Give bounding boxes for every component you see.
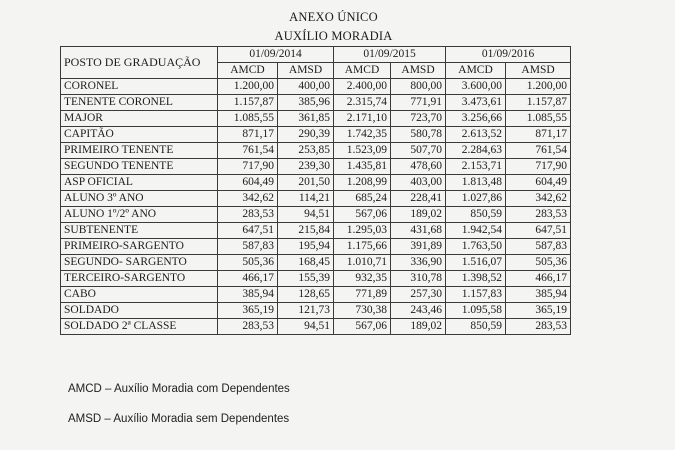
rank-cell: SEGUNDO- SARGENTO <box>61 255 218 271</box>
legend-amcd: AMCD – Auxílio Moradia com Dependentes <box>68 383 290 395</box>
value-cell: 283,53 <box>218 319 278 335</box>
rank-cell: SUBTENENTE <box>61 223 218 239</box>
value-cell: 361,85 <box>278 111 334 127</box>
amsd-header: AMSD <box>391 63 446 79</box>
value-cell: 310,78 <box>391 271 446 287</box>
date-header-2016: 01/09/2016 <box>446 47 571 63</box>
table-row <box>61 287 571 303</box>
value-cell: 1.200,00 <box>218 79 278 95</box>
value-cell: 2.400,00 <box>334 79 391 95</box>
value-cell: 336,90 <box>391 255 446 271</box>
table-row <box>61 127 571 143</box>
value-cell: 507,70 <box>391 143 446 159</box>
rank-cell: ALUNO 1º/2º ANO <box>61 207 218 223</box>
value-cell: 771,91 <box>391 95 446 111</box>
table-row <box>61 159 571 175</box>
amsd-header: AMSD <box>278 63 334 79</box>
value-cell: 1.157,87 <box>218 95 278 111</box>
document-title: ANEXO ÚNICO <box>289 10 378 24</box>
value-cell: 3.473,61 <box>446 95 506 111</box>
value-cell: 128,65 <box>278 287 334 303</box>
table-row <box>61 175 571 191</box>
value-cell: 3.600,00 <box>446 79 506 95</box>
value-cell: 647,51 <box>506 223 571 239</box>
amcd-header: AMCD <box>218 63 278 79</box>
value-cell: 466,17 <box>506 271 571 287</box>
value-cell: 2.315,74 <box>334 95 391 111</box>
value-cell: 365,19 <box>506 303 571 319</box>
value-cell: 189,02 <box>391 319 446 335</box>
value-cell: 1.295,03 <box>334 223 391 239</box>
value-cell: 1.027,86 <box>446 191 506 207</box>
value-cell: 761,54 <box>506 143 571 159</box>
rank-cell: PRIMEIRO TENENTE <box>61 143 218 159</box>
value-cell: 403,00 <box>391 175 446 191</box>
value-cell: 932,35 <box>334 271 391 287</box>
value-cell: 201,50 <box>278 175 334 191</box>
rank-cell: TENENTE CORONEL <box>61 95 218 111</box>
value-cell: 1.208,99 <box>334 175 391 191</box>
value-cell: 871,17 <box>506 127 571 143</box>
rank-column-header: POSTO DE GRADUAÇÃO <box>61 47 218 79</box>
rank-cell: TERCEIRO-SARGENTO <box>61 271 218 287</box>
table-row <box>61 303 571 319</box>
value-cell: 604,49 <box>218 175 278 191</box>
value-cell: 385,94 <box>506 287 571 303</box>
value-cell: 385,94 <box>218 287 278 303</box>
value-cell: 168,45 <box>278 255 334 271</box>
value-cell: 1.813,48 <box>446 175 506 191</box>
allowance-table <box>60 46 571 335</box>
value-cell: 1.085,55 <box>506 111 571 127</box>
value-cell: 215,84 <box>278 223 334 239</box>
value-cell: 1.010,71 <box>334 255 391 271</box>
rank-cell: SEGUNDO TENENTE <box>61 159 218 175</box>
legend-amsd: AMSD – Auxílio Moradia sem Dependentes <box>68 413 290 425</box>
value-cell: 685,24 <box>334 191 391 207</box>
value-cell: 94,51 <box>278 319 334 335</box>
table-row <box>61 239 571 255</box>
rank-cell: ALUNO 3º ANO <box>61 191 218 207</box>
value-cell: 800,00 <box>391 79 446 95</box>
value-cell: 1.516,07 <box>446 255 506 271</box>
rank-cell: SOLDADO <box>61 303 218 319</box>
value-cell: 283,53 <box>506 207 571 223</box>
value-cell: 2.171,10 <box>334 111 391 127</box>
table-row <box>61 271 571 287</box>
date-header-2014: 01/09/2014 <box>218 47 334 63</box>
value-cell: 189,02 <box>391 207 446 223</box>
amcd-header: AMCD <box>334 63 391 79</box>
value-cell: 385,96 <box>278 95 334 111</box>
value-cell: 505,36 <box>506 255 571 271</box>
value-cell: 2.613,52 <box>446 127 506 143</box>
value-cell: 1.942,54 <box>446 223 506 239</box>
value-cell: 3.256,66 <box>446 111 506 127</box>
value-cell: 121,73 <box>278 303 334 319</box>
table-row <box>61 111 571 127</box>
table-row <box>61 79 571 95</box>
value-cell: 717,90 <box>218 159 278 175</box>
value-cell: 114,21 <box>278 191 334 207</box>
value-cell: 1.763,50 <box>446 239 506 255</box>
rank-cell: CORONEL <box>61 79 218 95</box>
value-cell: 771,89 <box>334 287 391 303</box>
value-cell: 239,30 <box>278 159 334 175</box>
value-cell: 761,54 <box>218 143 278 159</box>
value-cell: 1.095,58 <box>446 303 506 319</box>
value-cell: 342,62 <box>506 191 571 207</box>
value-cell: 195,94 <box>278 239 334 255</box>
value-cell: 604,49 <box>506 175 571 191</box>
value-cell: 228,41 <box>391 191 446 207</box>
value-cell: 94,51 <box>278 207 334 223</box>
value-cell: 871,17 <box>218 127 278 143</box>
amcd-header: AMCD <box>446 63 506 79</box>
table-row <box>61 319 571 335</box>
rank-cell: SOLDADO 2ª CLASSE <box>61 319 218 335</box>
value-cell: 400,00 <box>278 79 334 95</box>
value-cell: 155,39 <box>278 271 334 287</box>
value-cell: 1.157,87 <box>506 95 571 111</box>
document-subtitle: AUXÍLIO MORADIA <box>274 29 393 43</box>
rank-cell: CAPITÃO <box>61 127 218 143</box>
value-cell: 567,06 <box>334 319 391 335</box>
value-cell: 2.284,63 <box>446 143 506 159</box>
value-cell: 567,06 <box>334 207 391 223</box>
value-cell: 2.153,71 <box>446 159 506 175</box>
rank-cell: ASP OFICIAL <box>61 175 218 191</box>
date-header-2015: 01/09/2015 <box>334 47 446 63</box>
value-cell: 1.175,66 <box>334 239 391 255</box>
value-cell: 431,68 <box>391 223 446 239</box>
table-row <box>61 191 571 207</box>
table-row <box>61 207 571 223</box>
value-cell: 466,17 <box>218 271 278 287</box>
value-cell: 587,83 <box>506 239 571 255</box>
value-cell: 723,70 <box>391 111 446 127</box>
rank-cell: PRIMEIRO-SARGENTO <box>61 239 218 255</box>
table-row <box>61 255 571 271</box>
value-cell: 580,78 <box>391 127 446 143</box>
value-cell: 1.085,55 <box>218 111 278 127</box>
value-cell: 290,39 <box>278 127 334 143</box>
value-cell: 1.157,83 <box>446 287 506 303</box>
amsd-header: AMSD <box>506 63 571 79</box>
header-row-dates <box>61 47 571 63</box>
rank-cell: MAJOR <box>61 111 218 127</box>
value-cell: 283,53 <box>218 207 278 223</box>
value-cell: 850,59 <box>446 207 506 223</box>
value-cell: 587,83 <box>218 239 278 255</box>
table-row <box>61 95 571 111</box>
rank-cell: CABO <box>61 287 218 303</box>
value-cell: 1.200,00 <box>506 79 571 95</box>
value-cell: 342,62 <box>218 191 278 207</box>
value-cell: 1.398,52 <box>446 271 506 287</box>
table-row <box>61 143 571 159</box>
value-cell: 1.742,35 <box>334 127 391 143</box>
value-cell: 505,36 <box>218 255 278 271</box>
value-cell: 647,51 <box>218 223 278 239</box>
value-cell: 283,53 <box>506 319 571 335</box>
value-cell: 365,19 <box>218 303 278 319</box>
value-cell: 253,85 <box>278 143 334 159</box>
table-row <box>61 223 571 239</box>
value-cell: 478,60 <box>391 159 446 175</box>
value-cell: 730,38 <box>334 303 391 319</box>
value-cell: 1.435,81 <box>334 159 391 175</box>
value-cell: 717,90 <box>506 159 571 175</box>
value-cell: 1.523,09 <box>334 143 391 159</box>
value-cell: 243,46 <box>391 303 446 319</box>
value-cell: 391,89 <box>391 239 446 255</box>
value-cell: 850,59 <box>446 319 506 335</box>
value-cell: 257,30 <box>391 287 446 303</box>
